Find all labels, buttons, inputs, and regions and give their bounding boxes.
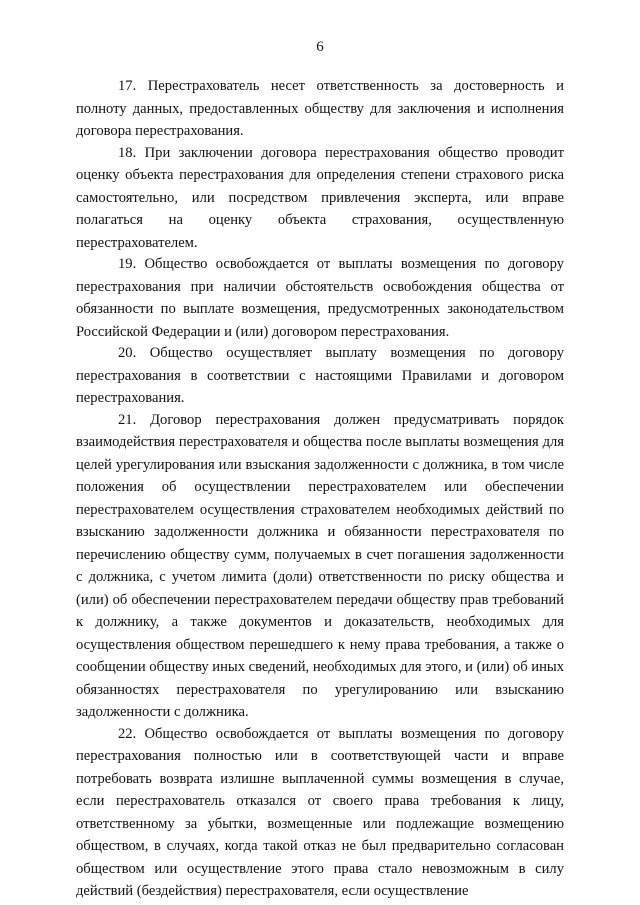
paragraph-19: 19. Общество освобождается от выплаты возмещения по договору перестрахования при наличии обстоятельств освобождения общества от обязанности по выплате возмещения, предусмотренных законодательством Российской Федерации и (или) договором перестрахования. (76, 256, 564, 340)
paragraph-22: 22. Общество освобождается от выплаты возмещения по договору перестрахования полностью или в соответствующей части и вправе потребовать возврата излишне выплаченной суммы возмещения в случае, если перестрахователь отказался от своего права требования к лицу, ответственному за убытки, возмещенные или подлежащие возмещению обществом, в случаях, когда такой отказ не был предварительно согласован обществом или осуществление этого права стало невозможным в силу действий (бездействия) перестрахователя, если осуществление (76, 725, 564, 899)
page-number: 6 (316, 39, 324, 55)
paragraph-17: 17. Перестрахователь несет ответственность за достоверность и полноту данных, предоставленных обществу для заключения и исполнения договора перестрахования. (76, 78, 564, 139)
paragraph-20: 20. Общество осуществляет выплату возмещения по договору перестрахования в соответствии с настоящими Правилами и договором перестрахования. (76, 345, 564, 406)
paragraph-18: 18. При заключении договора перестрахования общество проводит оценку объекта перестрахования для определения степени страхового риска самостоятельно, или посредством привлечения эксперта, или вправе полагаться на оценку объекта страхования, осуществленную перестрахователем. (76, 144, 564, 251)
paragraph-21: 21. Договор перестрахования должен предусматривать порядок взаимодействия перестрахователя и общества после выплаты возмещения для целей урегулирования или взыскания задолженности с должника, в том числе положения об осуществлении перестрахователем или обеспечении перестрахователем осуществления страхователем необходимых действий по взысканию задолженности должника и обязанности перестрахователя по перечислению обществу сумм, получаемых в счет погашения задолженности с должника, с учетом лимита (доли) ответственности по риску общества и (или) об обеспечении перестрахователем передачи обществу прав требований к должнику, а также документов и доказательств, необходимых для осуществления обществом перешедшего к нему права требования, а также о сообщении обществу иных сведений, необходимых для этого, и (или) об иных обязанностях перестрахователя по урегулированию или взысканию задолженности с должника. (76, 411, 564, 720)
document-body (76, 75, 564, 902)
